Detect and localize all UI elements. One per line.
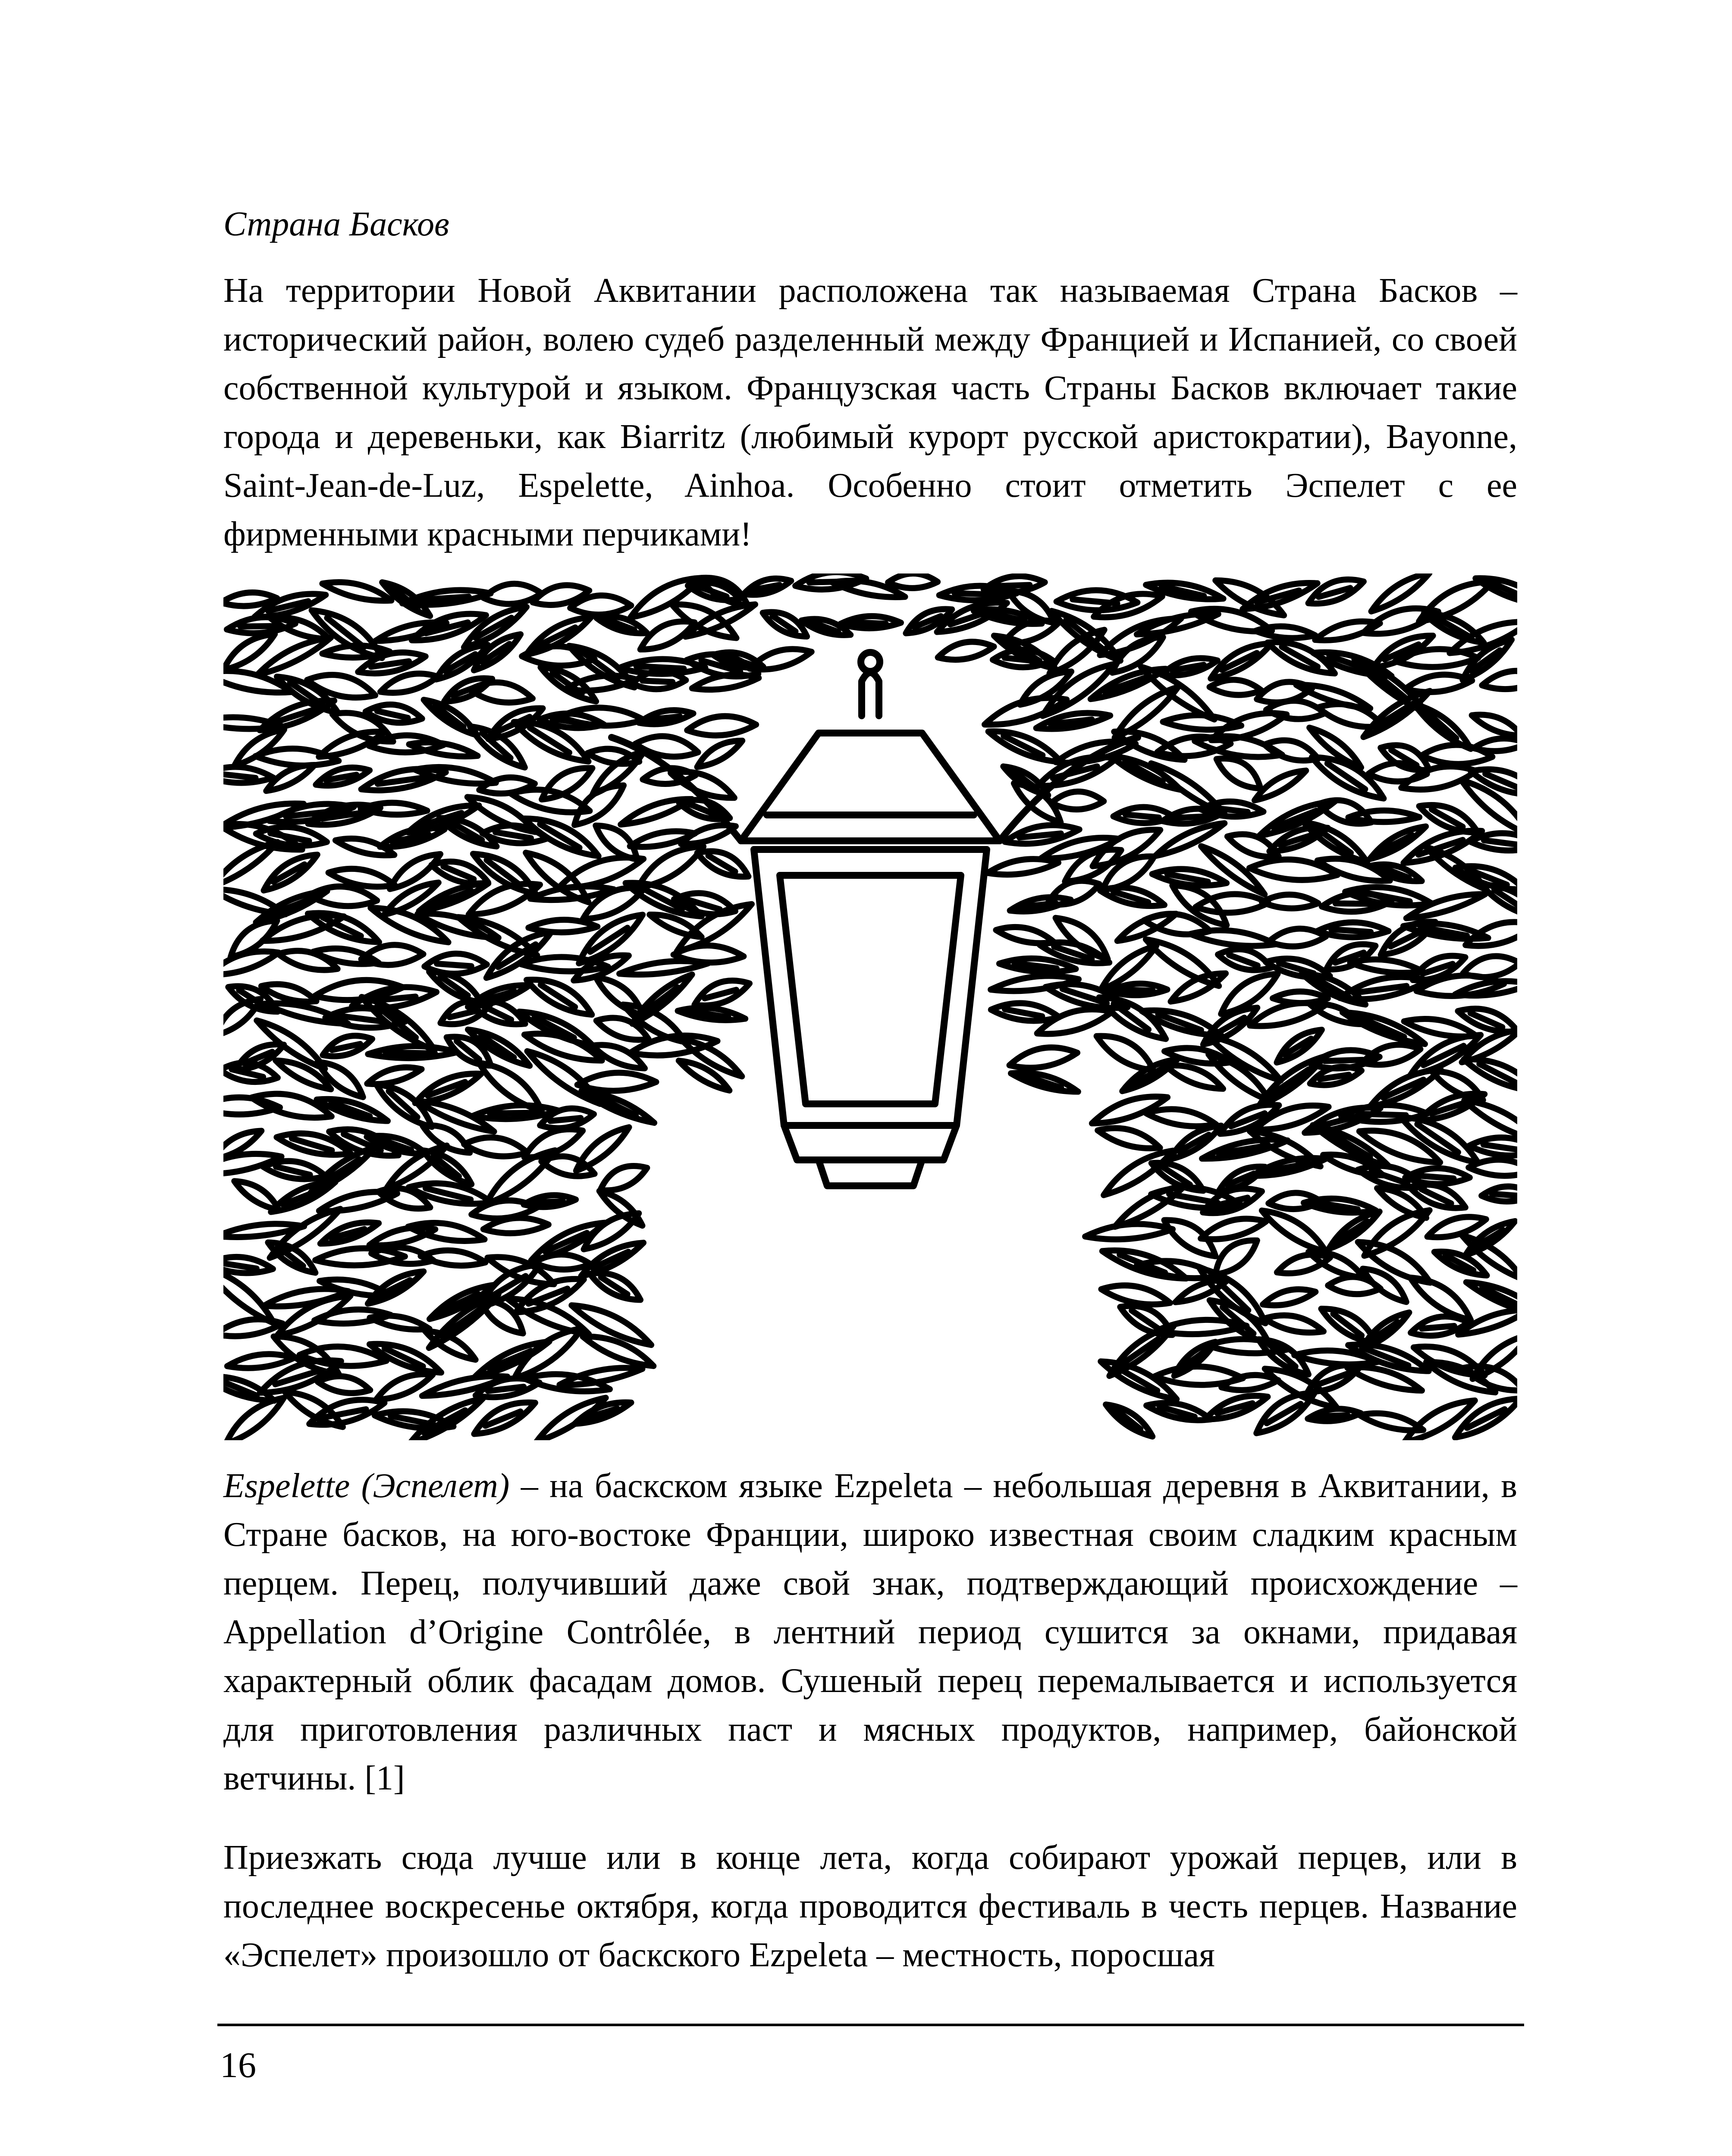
pepper-outline: [1473, 1335, 1517, 1379]
pepper-outline: [470, 683, 533, 703]
pepper-vein: [643, 681, 672, 682]
pepper-outline: [223, 999, 260, 1035]
pepper-outline: [367, 1067, 421, 1084]
pepper-outline: [361, 803, 427, 815]
pepper-outline: [420, 1250, 485, 1266]
pepper-vein: [1325, 1060, 1363, 1061]
pepper-outline: [1166, 1065, 1223, 1089]
pepper-outline: [1468, 1159, 1517, 1175]
pepper-vein: [650, 717, 680, 720]
pepper-outline: [1051, 792, 1104, 809]
pepper-vein: [996, 585, 1030, 586]
pepper-outline: [570, 595, 631, 614]
pepper-outline: [1472, 715, 1517, 736]
pepper-vein: [1020, 834, 1061, 837]
pepper-outline: [1262, 1210, 1326, 1251]
pepper-outline: [1085, 1224, 1173, 1240]
visit-paragraph: Приезжать сюда лучше или в конце лета, когда собирают урожай перцев, или в последнее воскресенье октября, когда проводится фестиваль в честь перцев. Название «Эспелет» произошло от баскского Ezpeleta – местность, поросшая: [223, 1839, 1517, 1974]
pepper-outline: [1201, 1219, 1266, 1239]
pepper-outline: [1464, 1100, 1517, 1141]
pepper-outline: [1428, 1217, 1486, 1237]
pepper-outline: [1097, 1036, 1154, 1070]
pepper-outline: [318, 1376, 370, 1393]
pepper-vein: [1331, 929, 1371, 932]
pepper-vein: [240, 626, 278, 627]
pepper-vein: [1336, 903, 1374, 904]
pepper-outline: [574, 785, 624, 825]
pepper-outline: [1405, 675, 1472, 693]
pepper-outline: [1348, 811, 1419, 822]
pepper-outline: [1210, 680, 1261, 695]
pepper-outline: [1217, 758, 1261, 788]
illustration-drawing: [223, 573, 1517, 1440]
pepper-outline: [697, 741, 743, 767]
pepper-outline: [559, 1368, 642, 1385]
pepper-outline: [1362, 1045, 1421, 1065]
pepper-vein: [534, 1201, 563, 1202]
pepper-outline: [1255, 627, 1315, 638]
pepper-outline: [1482, 671, 1517, 689]
pepper-outline: [600, 1166, 647, 1191]
pepper-outline: [679, 1061, 730, 1091]
pepper-outline: [1010, 1047, 1078, 1068]
pepper-vein: [1318, 1415, 1348, 1416]
espelette-paragraph: [223, 1462, 1517, 1803]
pepper-vein: [1492, 1194, 1517, 1196]
pepper-outline: [888, 573, 938, 588]
pepper-outline: [1098, 1128, 1160, 1148]
pepper-vein: [1484, 840, 1517, 846]
pepper-vein: [1126, 815, 1159, 818]
pepper-vein: [223, 1263, 257, 1269]
pepper-vein: [1005, 658, 1038, 661]
section-title: Страна Басков: [223, 205, 449, 243]
pepper-outline: [370, 1316, 429, 1329]
espelette-description: – на баскском языке Ezpeleta – небольшая деревня в Аквитании, в Стране басков, на юго-востоке Франции, широко известная своим сладким красным перцем. Перец, получивший даже свой знак, подтверждающий происхождение – Appellation d’Origine Contrôlée, в лентний период сушится за окнами, придавая характерный облик фасадам домов. Сушеный перец перемалывается и используется для приготовления различных паст и мясных продуктов, например, байонской ветчины. [1]: [223, 1467, 1517, 1797]
pepper-outline: [1146, 1109, 1216, 1126]
pepper-vein: [223, 774, 255, 778]
pepper-outline: [534, 1254, 590, 1269]
pepper-outline: [596, 977, 643, 1015]
pepper-vein: [1422, 1326, 1454, 1329]
pepper-vein: [853, 622, 886, 624]
pepper-vein: [386, 1052, 435, 1053]
espelette-term: Espelette (Эспелет): [223, 1467, 510, 1505]
pepper-outline: [380, 674, 438, 693]
pepper-outline: [1350, 959, 1423, 973]
intro-paragraph: На территории Новой Аквитании расположена так называемая Страна Басков – исторический район, волею судеб разделенный между Францией и Испанией, со своей собственной культурой и языком. Французская часть Страны Басков включает такие города и деревеньки, как Biarritz (любимый курорт русской аристократии), Bayonne, Saint-Jean-de-Luz, Espelette, Ainhoa. Особенно стоит отметить Эспелет с ее фирменными красными перчиками!: [223, 272, 1517, 553]
pepper-outline: [528, 920, 597, 932]
pepper-outline: [1264, 1315, 1324, 1332]
pepper-outline: [687, 716, 756, 736]
pepper-outline: [938, 642, 994, 660]
pepper-outline: [750, 649, 812, 669]
pepper-outline: [226, 1398, 284, 1440]
pepper-outline: [1101, 1285, 1170, 1304]
pepper-vein: [488, 1387, 524, 1391]
pepper-outline: [577, 1073, 656, 1091]
pepper-vein: [420, 597, 468, 600]
page-number: 16: [220, 2045, 256, 2085]
pepper-outline: [1263, 1289, 1315, 1305]
pepper-vein: [437, 964, 471, 966]
pepper-outline: [674, 946, 744, 963]
pepper-outline: [1462, 780, 1517, 835]
pepper-outline: [988, 859, 1058, 874]
pepper-vein: [1213, 808, 1247, 812]
pepper-vein: [550, 1118, 580, 1121]
pepper-outline: [464, 1138, 527, 1156]
pepper-lantern-illustration: [223, 573, 1517, 1440]
pepper-outline: [541, 1156, 594, 1176]
pepper-outline: [1465, 922, 1517, 946]
pepper-vein: [637, 666, 684, 669]
pepper-vein: [1418, 1176, 1453, 1179]
pepper-vein: [1174, 816, 1207, 818]
pepper-outline: [1474, 739, 1517, 751]
pepper-outline: [1190, 930, 1276, 946]
pepper-outline: [361, 945, 424, 965]
footer-divider: [217, 2024, 1524, 2026]
pepper-vein: [1484, 1144, 1517, 1150]
pepper-outline: [692, 675, 759, 690]
pepper-outline: [234, 1181, 279, 1210]
pepper-outline: [1410, 1278, 1471, 1320]
pepper-outline: [266, 765, 314, 791]
pepper-outline: [227, 1354, 294, 1368]
pepper-outline: [1215, 1241, 1257, 1275]
